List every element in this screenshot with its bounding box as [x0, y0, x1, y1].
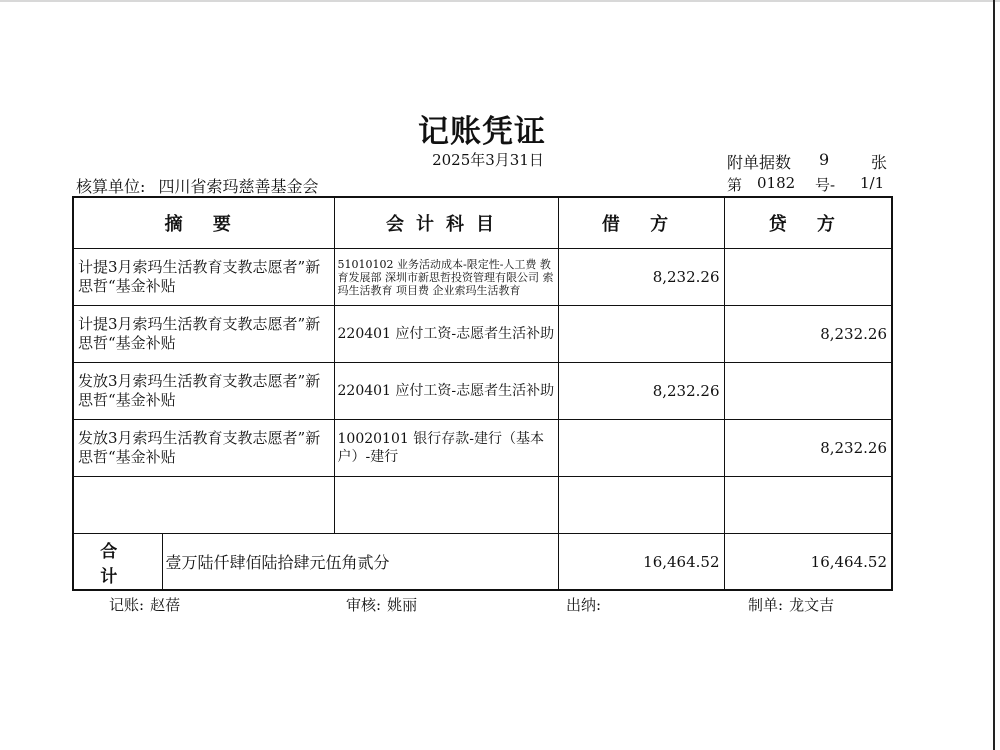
- row-summary: 发放3月索玛生活教育支教志愿者”新思哲“基金补贴: [73, 420, 334, 477]
- unit-name: 四川省索玛慈善基金会: [158, 177, 319, 196]
- total-amount-words: 壹万陆仟肆佰陆拾肆元伍角贰分: [162, 534, 558, 591]
- cashier-label: 出纳:: [566, 596, 602, 614]
- voucher-number: [727, 174, 885, 195]
- empty-summary: [73, 477, 334, 534]
- reviewer-name: 姚丽: [387, 596, 418, 614]
- row-summary: 计提3月索玛生活教育支教志愿者”新思哲“基金补贴: [73, 306, 334, 363]
- voucher-suffix: 号-: [815, 176, 836, 194]
- bookkeeper-name: 赵蓓: [150, 596, 181, 614]
- row-debit: [558, 420, 724, 477]
- preparer-signature: [748, 594, 834, 615]
- empty-debit: [558, 477, 724, 534]
- row-account: 220401 应付工资-志愿者生活补助: [334, 363, 558, 420]
- row-credit: 8,232.26: [724, 420, 892, 477]
- preparer-label: 制单:: [748, 596, 784, 614]
- empty-credit: [724, 477, 892, 534]
- attach-unit: 张: [871, 153, 888, 172]
- row-account: 220401 应付工资-志愿者生活补助: [334, 306, 558, 363]
- bookkeeper-label: 记账:: [109, 596, 145, 614]
- table-row: [73, 306, 892, 363]
- voucher-title: 记账凭证: [418, 114, 546, 150]
- attachment-count: [727, 150, 888, 173]
- row-account: 10020101 银行存款-建行（基本户）-建行: [334, 420, 558, 477]
- total-credit: 16,464.52: [724, 534, 892, 591]
- preparer-name: 龙文吉: [789, 596, 835, 614]
- voucher-no: 0182: [757, 174, 796, 192]
- total-label: 合 计: [73, 534, 162, 591]
- voucher-page: 1/1: [860, 174, 885, 192]
- reviewer-signature: [346, 594, 417, 615]
- row-debit: 8,232.26: [558, 249, 724, 306]
- row-credit: 8,232.26: [724, 306, 892, 363]
- attach-count: 9: [819, 150, 830, 169]
- table-row: [73, 363, 892, 420]
- row-credit: [724, 249, 892, 306]
- col-credit: 贷 方: [724, 197, 892, 249]
- row-summary: 计提3月索玛生活教育支教志愿者”新思哲“基金补贴: [73, 249, 334, 306]
- col-summary: 摘 要: [73, 197, 334, 249]
- bookkeeper-signature: [109, 594, 180, 615]
- table-header-row: [73, 197, 892, 249]
- voucher-prefix: 第: [727, 176, 743, 194]
- accounting-unit: [76, 174, 319, 197]
- total-debit: 16,464.52: [558, 534, 724, 591]
- cashier-signature: [566, 594, 607, 615]
- col-account: 会计科目: [334, 197, 558, 249]
- row-debit: [558, 306, 724, 363]
- scan-edge-top: [0, 0, 1000, 2]
- voucher-table: [72, 196, 893, 591]
- unit-label: 核算单位:: [76, 177, 146, 196]
- attach-label: 附单据数: [727, 153, 792, 172]
- row-account: 51010102 业务活动成本-限定性-人工费 教育发展部 深圳市新思哲投资管理有限公司 索玛生活教育 项目费 企业索玛生活教育: [334, 249, 558, 306]
- scan-edge-right: [993, 0, 995, 750]
- row-credit: [724, 363, 892, 420]
- table-row-empty: [73, 477, 892, 534]
- total-row: [73, 534, 892, 591]
- table-row: [73, 249, 892, 306]
- row-summary: 发放3月索玛生活教育支教志愿者”新思哲“基金补贴: [73, 363, 334, 420]
- empty-account: [334, 477, 558, 534]
- row-debit: 8,232.26: [558, 363, 724, 420]
- col-debit: 借 方: [558, 197, 724, 249]
- reviewer-label: 审核:: [346, 596, 382, 614]
- table-row: [73, 420, 892, 477]
- voucher-date: 2025年3月31日: [432, 151, 544, 169]
